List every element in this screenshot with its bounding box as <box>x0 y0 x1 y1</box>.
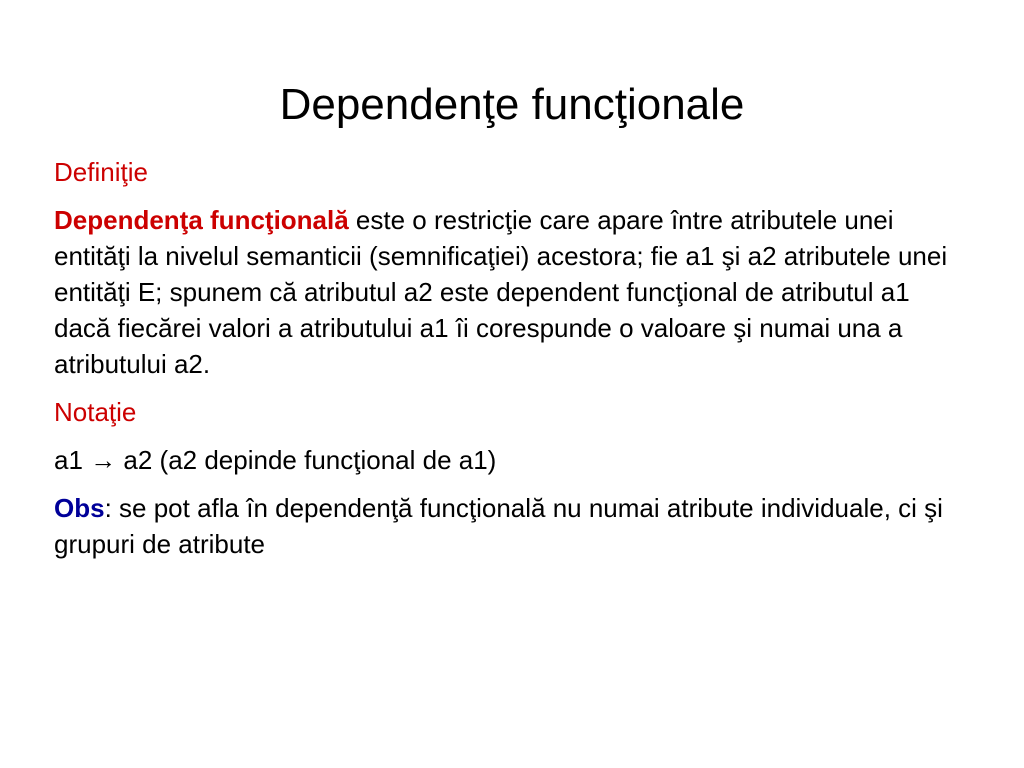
definition-paragraph <box>54 202 954 382</box>
definition-term: Dependenţa funcţională <box>54 205 349 235</box>
notation-paragraph <box>54 442 954 478</box>
observation-text: se pot afla în dependenţă funcţională nu numai atribute individuale, ci şi grupuri de atribute <box>54 493 943 559</box>
definition-heading: Definiţie <box>54 157 148 187</box>
slide-content <box>54 154 954 562</box>
right-arrow-icon: → <box>90 445 117 475</box>
observation-colon: : <box>104 493 112 523</box>
notation-rhs: a2 (a2 depinde funcţional de a1) <box>123 445 497 475</box>
notation-lhs: a1 <box>54 445 83 475</box>
observation-label: Obs <box>54 493 105 523</box>
notation-heading: Notaţie <box>54 397 137 427</box>
definition-text: este o restricţie care apare între atributele unei entităţi la nivelul semanticii (semnificaţiei) acestora; fie a1 şi a2 atributele unei entităţi E; spunem că atributul a2 este dependent funcţional de atributul a1 dacă fiecărei valori a atributului a1 îi corespunde o valoare şi numai una a atributului a2. <box>54 205 948 379</box>
slide-title: Dependenţe funcţionale <box>279 80 745 130</box>
observation-paragraph <box>54 490 954 562</box>
